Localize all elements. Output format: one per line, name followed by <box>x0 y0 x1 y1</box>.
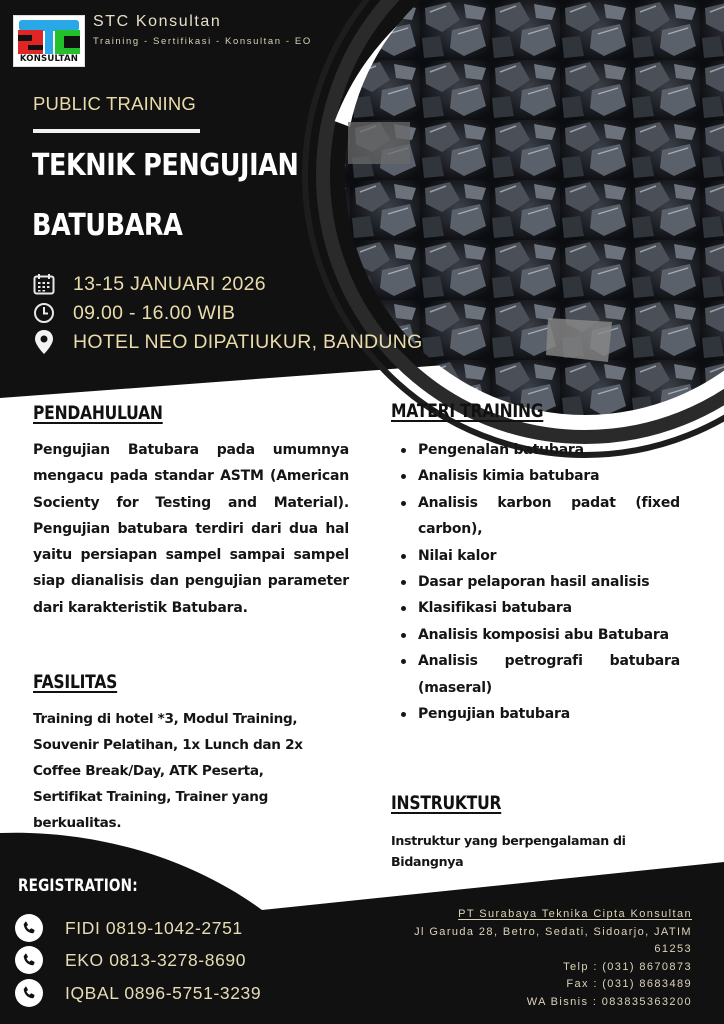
list-item: Dasar pelaporan hasil analisis <box>418 569 680 595</box>
phone-icon <box>15 914 43 942</box>
pendahuluan-text: Pengujian Batubara pada umumnya mengacu pada standar ASTM (American Socienty for Testing and Material). Pengujian batubara terdiri dari dua hal yaitu persiapan sampel sampai sampel siap dianalisis dan pengujian parameter dari karakteristik Batubara. <box>33 442 349 616</box>
list-item: Klasifikasi batubara <box>418 595 680 621</box>
phone-icon <box>15 946 43 974</box>
calendar-icon <box>33 272 55 296</box>
public-training-label: PUBLIC TRAINING <box>33 93 197 114</box>
instruktur-line: Instruktur yang berpengalaman di <box>391 833 626 848</box>
fasilitas-line: Sertifikat Training, Trainer yang <box>33 789 269 805</box>
logo-s-shape <box>18 30 43 54</box>
list-item: Analisis kimia batubara <box>418 463 680 489</box>
fasilitas-line: berkualitas. <box>33 815 122 831</box>
event-date-text: 13-15 JANUARI 2026 <box>73 272 266 295</box>
company-name: PT Surabaya Teknika Cipta Konsultan <box>458 908 692 920</box>
logo-text: KONSULTAN <box>15 54 83 65</box>
instruktur-text <box>391 830 691 872</box>
registration-heading: REGISTRATION: <box>18 876 138 896</box>
contact-eko[interactable] <box>15 946 246 974</box>
clock-icon <box>33 301 55 325</box>
list-item: Analisis karbon padat (fixed carbon), <box>418 490 680 543</box>
fasilitas-heading: FASILITAS <box>33 671 118 693</box>
event-location-text: HOTEL NEO DIPATIUKUR, BANDUNG <box>73 330 423 353</box>
company-postcode: 61253 <box>654 943 692 956</box>
logo-c-cut <box>64 36 80 48</box>
logo-t-stem <box>45 30 53 54</box>
brand-name: STC Konsultan <box>93 13 222 30</box>
label-underline <box>33 129 200 133</box>
brand-tagline: Training - Sertifikasi - Konsultan - EO <box>93 36 312 47</box>
stc-logo <box>13 15 85 67</box>
event-date <box>33 272 266 296</box>
contact-iqbal[interactable] <box>15 979 261 1007</box>
list-item: Nilai kalor <box>418 543 680 569</box>
company-address: Jl Garuda 28, Betro, Sedati, Sidoarjo, JATIM <box>414 925 692 938</box>
pendahuluan-heading: PENDAHULUAN <box>33 402 163 424</box>
instruktur-heading: INSTRUKTUR <box>391 792 502 814</box>
logo-s-cut-bottom <box>28 45 43 50</box>
phone-icon <box>15 979 43 1007</box>
logo-s-cut-top <box>18 35 32 41</box>
location-pin-icon <box>33 330 55 354</box>
list-item: Analisis petrografi batubara (maseral) <box>418 648 680 701</box>
event-location <box>33 330 423 354</box>
list-item: Pengujian batubara <box>418 701 680 727</box>
instruktur-line: Bidangnya <box>391 854 464 869</box>
materi-list-wrap <box>391 437 680 727</box>
contact-text: FIDI 0819-1042-2751 <box>65 917 243 938</box>
page-title-line1: TEKNIK PENGUJIAN <box>32 148 299 183</box>
event-time-text: 09.00 - 16.00 WIB <box>73 301 236 324</box>
contact-fidi[interactable] <box>15 914 243 942</box>
fasilitas-line: Coffee Break/Day, ATK Peserta, <box>33 763 264 779</box>
materi-list <box>391 437 680 727</box>
contact-text: EKO 0813-3278-8690 <box>65 949 247 970</box>
fasilitas-line: Souvenir Pelatihan, 1x Lunch dan 2x <box>33 737 303 753</box>
event-time <box>33 301 235 325</box>
company-wa: WA Bisnis : 083835363200 <box>526 995 692 1008</box>
page-title-line2: BATUBARA <box>32 208 183 243</box>
fasilitas-line: Training di hotel *3, Modul Training, <box>33 711 298 727</box>
company-telp: Telp : (031) 8670873 <box>563 960 692 973</box>
materi-heading: MATERI TRAINING <box>391 400 544 422</box>
contact-text: IQBAL 0896-5751-3239 <box>65 982 262 1003</box>
company-info <box>414 906 692 1012</box>
fasilitas-text <box>33 706 363 836</box>
list-item: Analisis komposisi abu Batubara <box>418 622 680 648</box>
list-item: Pengenalan batubara <box>418 437 680 463</box>
company-fax: Fax : (031) 8683489 <box>566 978 692 991</box>
